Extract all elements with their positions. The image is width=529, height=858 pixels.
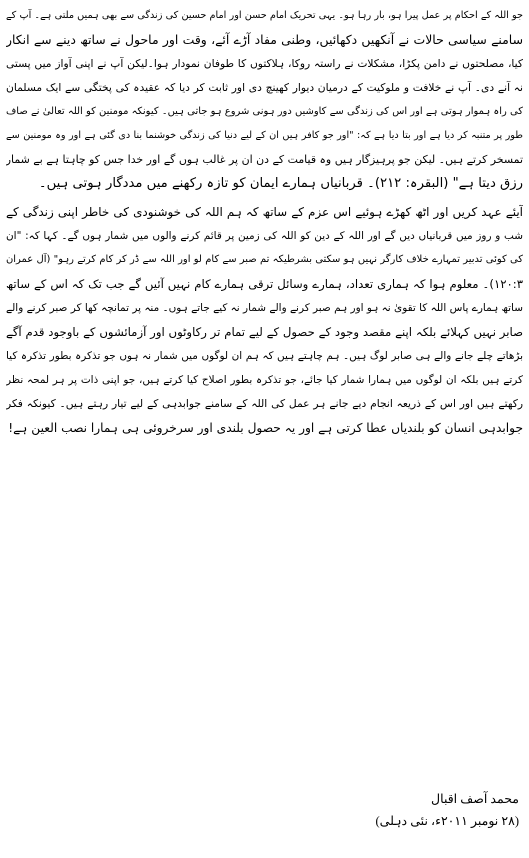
text-line: سامنے سیاسی حالات نے آنکھیں دکھائیں، وطنی مفاد آڑے آئے، وقت اور ماحول نے ساتھ دینے سے انکار bbox=[6, 32, 523, 47]
text-line: صابر نہیں کہلائے بلکہ اپنے مقصد وجود کے حصول کے لیے تمام تر رکاوٹوں اور آزمائشوں کے باوجود قدم آگے bbox=[6, 325, 523, 339]
text-line: تمسخر کرتے ہیں۔ لیکن جو پرہیزگار ہیں وہ قیامت کے دن ان پر غالب ہوں گے اور خدا جس کو چاہتا ہے بے شمار bbox=[6, 153, 523, 166]
text-line: شب و روز میں قربانیاں دیں گے اور اللہ کے دین کو اللہ کی زمین پر قائم کرنے والوں میں شمار ہوں گے۔ کہا کہ: "ان bbox=[6, 230, 523, 242]
text-line: کیا، مصلحتوں نے دامن پکڑا، مشکلات نے راستہ روکا، ہلاکتوں کا طوفان نمودار ہوا۔لیکن آپ نے اپنی آواز میں پستی bbox=[6, 57, 523, 70]
text-line: طور پر متنبہ کر دیا ہے اور بتا دیا ہے کہ: "اور جو کافر ہیں ان کے لیے دنیا کی زندگی خوشنما بنا دی گئی ہے اور وہ مومنین سے bbox=[6, 130, 523, 141]
dateline: (۲۸ نومبر ۲۰۱۱ء، نئی دہلی) bbox=[375, 814, 519, 828]
text-line: نہ آنے دی۔ آپ نے خلافت و ملوکیت کے درمیان دیوار کھینچ دی اور ثابت کر دیا کہ عقیدہ کی پختگی سے ایک مسلمان bbox=[6, 81, 523, 94]
signature-block bbox=[376, 788, 519, 832]
author-name: محمد آصف اقبال bbox=[431, 792, 519, 806]
text-line: رکھتے ہیں اور اس کے ذریعہ انجام دیے جانے ہر عمل کی اللہ کے سامنے جوابدہی کے لیے تیار رہتے ہیں۔ کیونکہ فکر bbox=[6, 397, 523, 410]
text-line: جو اللہ کے احکام پر عمل پیرا ہو، بار رہا ہو۔ یہی تحریک امام حسن اور امام حسین کی زندگی سے بھی ہمیں ملتی ہے۔ آپ کے bbox=[6, 10, 523, 21]
text-line: آیئے عہد کریں اور اٹھ کھڑے ہوئیے اس عزم کے ساتھ کہ ہم اللہ کی خوشنودی کی خاطر اپنی زندگی کے bbox=[6, 205, 523, 219]
text-line: بڑھاتے چلے جانے والے ہی صابر لوگ ہیں۔ ہم چاہتے ہیں کہ ہم ان لوگوں میں شمار نہ ہوں جو تذکرہ بطور تذکرہ کیا bbox=[6, 350, 523, 362]
text-line: رزق دیتا ہے" (البقرہ: ۲۱۲)۔ قربانیاں ہمارے ایمان کو تازہ رکھنے میں مددگار ہوتی ہیں۔ bbox=[38, 176, 523, 191]
text-line: کی راہ ہموار ہوتی ہے اور اس کی زندگی سے کاوشیں دور ہونی شروع ہو جاتی ہیں۔ کیونکہ مومنین کو اللہ تعالیٰ نے صاف bbox=[6, 106, 523, 117]
text-line: ۱۲۰:۳)۔ معلوم ہوا کہ ہماری تعداد، ہمارے وسائل ترقی ہمارے کام نہیں آئیں گے جب تک کہ اس کے ساتھ bbox=[6, 277, 523, 291]
text-line: جوابدہی انسان کو بلندیاں عطا کرتی ہے اور یہ حصول بلندی اور سرخروئی ہی ہمارا نصب العین ہے! bbox=[8, 421, 523, 435]
text-line: ساتھ ہمارے پاس اللہ کا تقویٰ نہ ہو اور ہم صبر کرنے والے شمار نہ کیے جاتے ہوں۔ منہ پر تمانچہ کھا کر صبر کرنے والے bbox=[6, 302, 523, 314]
text-line: کی کوئی تدبیر تمہارے خلاف کارگر نہیں ہو سکتی بشرطیکہ تم صبر سے کام لو اور اللہ سے ڈر کر کام کرتے رہو" (آل عمران bbox=[6, 254, 523, 265]
text-line: کرتے ہیں بلکہ ان لوگوں میں ہمارا شمار کیا جائے، جو تذکرہ بطور اصلاح کیا کرتے ہیں، جو اپنی ذات پر ہر لمحہ نظر bbox=[6, 374, 523, 386]
paragraph-1 bbox=[6, 4, 523, 196]
paragraph-2 bbox=[6, 200, 523, 440]
